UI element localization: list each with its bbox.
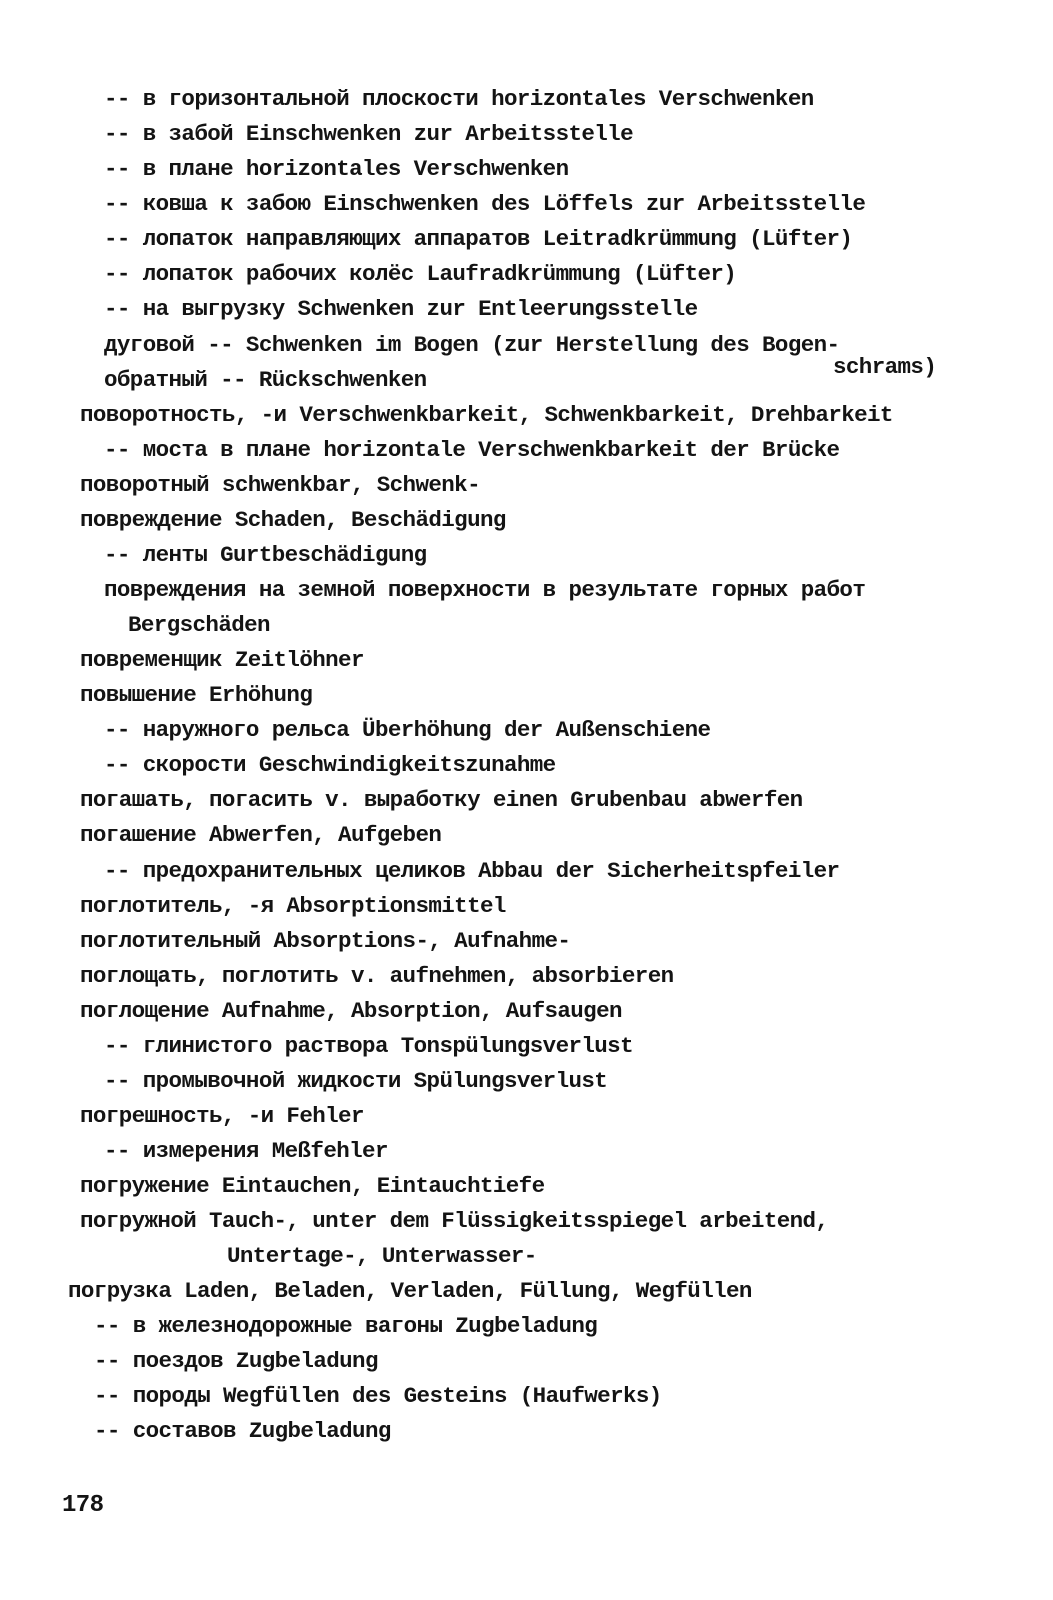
entry-line: -- в забой Einschwenken zur Arbeitsstelle: [104, 121, 633, 147]
entry-line: повременщик Zeitlöhner: [80, 647, 364, 673]
entry-line: -- наружного рельса Überhöhung der Außenschiene: [104, 717, 711, 743]
entry-line: -- лопаток рабочих колёс Laufradkrümmung (Lüfter): [104, 261, 737, 287]
entry-line: поглотительный Absorptions-, Aufnahme-: [80, 928, 571, 954]
entry-line: -- ковша к забою Einschwenken des Löffels zur Arbeitsstelle: [104, 191, 866, 217]
entry-line: -- в горизонтальной плоскости horizontales Verschwenken: [104, 86, 814, 112]
entry-line: -- измерения Meßfehler: [104, 1138, 388, 1164]
entry-line: -- породы Wegfüllen des Gesteins (Haufwerks): [94, 1383, 662, 1409]
entry-line: поворотность, -и Verschwenkbarkeit, Schwenkbarkeit, Drehbarkeit: [80, 402, 893, 428]
entry-line: погашать, погасить v. выработку einen Grubenbau abwerfen: [80, 787, 803, 813]
entry-line: дуговой -- Schwenken im Bogen (zur Herstellung des Bogen-: [104, 332, 840, 358]
entry-line: -- глинистого раствора Tonspülungsverlust: [104, 1033, 633, 1059]
entry-line-continuation: schrams): [833, 354, 937, 380]
entry-line: погружной Tauch-, unter dem Flüssigkeitsspiegel arbeitend,: [80, 1208, 829, 1234]
entry-line: поглощение Aufnahme, Absorption, Aufsaugen: [80, 998, 622, 1024]
entry-line-continuation: Bergschäden: [128, 612, 270, 638]
entry-line: поглотитель, -я Absorptionsmittel: [80, 893, 506, 919]
entry-line: повышение Erhöhung: [80, 682, 313, 708]
entry-line: поглощать, поглотить v. aufnehmen, absorbieren: [80, 963, 674, 989]
entry-line: -- предохранительных целиков Abbau der Sicherheitspfeiler: [104, 858, 840, 884]
entry-line: -- составов Zugbeladung: [94, 1418, 391, 1444]
entry-line: погрешность, -и Fehler: [80, 1103, 364, 1129]
entry-line: поворотный schwenkbar, Schwenk-: [80, 472, 480, 498]
entry-line: обратный -- Rückschwenken: [104, 367, 427, 393]
entry-line: -- лопаток направляющих аппаратов Leitradkrümmung (Lüfter): [104, 226, 853, 252]
entry-line: -- поездов Zugbeladung: [94, 1348, 378, 1374]
entry-line: -- в плане horizontales Verschwenken: [104, 156, 569, 182]
entry-line: погружение Eintauchen, Eintauchtiefe: [80, 1173, 545, 1199]
entry-line: -- скорости Geschwindigkeitszunahme: [104, 752, 556, 778]
entry-line: погашение Abwerfen, Aufgeben: [80, 822, 442, 848]
entry-line: повреждение Schaden, Beschädigung: [80, 507, 506, 533]
page-number: 178: [62, 1492, 104, 1519]
entry-line: -- на выгрузку Schwenken zur Entleerungsstelle: [104, 296, 698, 322]
entry-line: -- моста в плане horizontale Verschwenkbarkeit der Brücke: [104, 437, 840, 463]
entry-line: погрузка Laden, Beladen, Verladen, Füllung, Wegfüllen: [68, 1278, 752, 1304]
entry-line: -- в железнодорожные вагоны Zugbeladung: [94, 1313, 598, 1339]
entry-line: -- ленты Gurtbeschädigung: [104, 542, 427, 568]
entry-line-continuation: Untertage-, Unterwasser-: [227, 1243, 537, 1269]
entry-line: -- промывочной жидкости Spülungsverlust: [104, 1068, 608, 1094]
entry-line: повреждения на земной поверхности в результате горных работ: [104, 577, 866, 603]
